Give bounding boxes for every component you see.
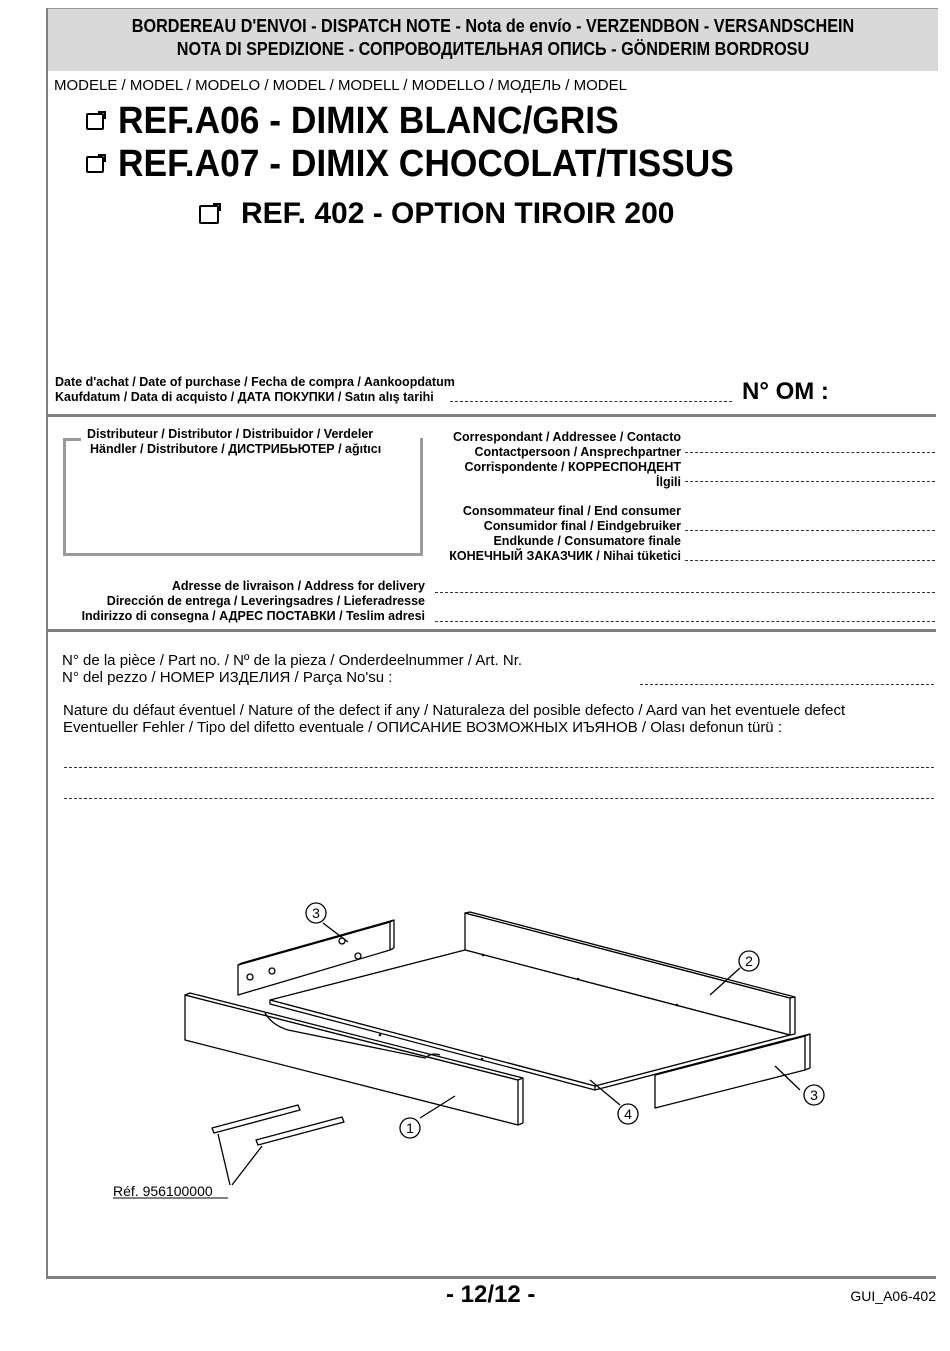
callout-3-top: 3 — [312, 905, 320, 921]
checkbox-icon[interactable] — [86, 156, 104, 173]
model-option-a07[interactable] — [86, 143, 780, 186]
consumer-field-1[interactable] — [685, 530, 935, 531]
correspondent-label-3: Corrispondente / КОРРЕСПОНДЕНТ — [464, 460, 681, 474]
rail-reference-label: Réf. 956100000 — [113, 1183, 213, 1199]
consumer-label-4: КОНЕЧНЫЙ ЗАКАЗЧИК / Nihai tüketici — [449, 549, 681, 563]
left-frame-border — [46, 70, 48, 1278]
model-option-402[interactable] — [199, 197, 674, 231]
delivery-label-2: Dirección de entrega / Leveringsadres / Lieferadresse — [106, 594, 425, 608]
drawer-rails-part — [212, 1105, 344, 1145]
model-ref-label: REF.A06 - DIMIX BLANC/GRIS — [118, 100, 619, 142]
purchase-date-field[interactable] — [450, 401, 732, 402]
defect-label-2: Eventueller Fehler / Tipo del difetto eventuale / ОПИСАНИЕ ВОЗМОЖНЫХ ИЪЯНОВ / Olası defonun türü : — [63, 719, 782, 736]
consumer-field-2[interactable] — [685, 560, 935, 561]
consumer-label-1: Consommateur final / End consumer — [462, 504, 681, 518]
correspondent-label-2: Contactpersoon / Ansprechpartner — [474, 445, 681, 459]
header-title-line-2: NOTA DI SPEDIZIONE - СОПРОВОДИТЕЛЬНАЯ ОПИСЬ - GÖNDERIM BORDROSU — [176, 39, 810, 59]
page-number: - 12/12 - — [446, 1281, 536, 1308]
correspondent-label-1: Correspondant / Addressee / Contacto — [452, 430, 681, 444]
om-number-label: N° OM : — [742, 378, 829, 405]
correspondent-field-1[interactable] — [685, 452, 935, 453]
defect-field-2[interactable] — [64, 798, 934, 799]
distributor-label-1: Distributeur / Distributor / Distribuidor / Verdeler — [87, 427, 374, 441]
checkbox-icon[interactable] — [199, 205, 219, 224]
callout-1: 1 — [406, 1120, 414, 1136]
section-divider — [46, 414, 936, 417]
delivery-field-2[interactable] — [435, 621, 935, 622]
distributor-label-2: Händler / Distributore / ДИСТРИБЬЮТЕР / ağıtıcı — [90, 442, 382, 456]
model-label: MODELE / MODEL / MODELO / MODEL / MODELL / MODELLO / МОДЕЛЬ / MODEL — [54, 77, 627, 94]
part-number-field[interactable] — [640, 684, 934, 685]
consumer-label-2: Consumidor final / Eindgebruiker — [483, 519, 681, 533]
defect-field-1[interactable] — [64, 767, 934, 768]
correspondent-field-2[interactable] — [685, 481, 935, 482]
consumer-label-3: Endkunde / Consumatore finale — [493, 534, 681, 548]
model-ref-label: REF. 402 - OPTION TIROIR 200 — [241, 197, 675, 230]
header-title-line-1: BORDEREAU D'ENVOI - DISPATCH NOTE - Nota de envío - VERZENDBON - VERSANDSCHEIN — [131, 16, 855, 36]
drawer-assembly-diagram — [100, 895, 860, 1215]
section-divider — [46, 629, 936, 632]
purchase-date-label-2: Kaufdatum / Data di acquisto / ДАТА ПОКУПКИ / Satın alış tarihi — [55, 390, 434, 404]
part-number-label-1: N° de la pièce / Part no. / Nº de la pieza / Onderdeelnummer / Art. Nr. — [62, 652, 523, 669]
bottom-divider — [46, 1276, 936, 1279]
document-code: GUI_A06-402 — [850, 1288, 936, 1304]
callout-4: 4 — [624, 1106, 632, 1122]
callout-3-right: 3 — [810, 1087, 818, 1103]
model-ref-label: REF.A07 - DIMIX CHOCOLAT/TISSUS — [118, 143, 734, 185]
callout-2: 2 — [745, 953, 753, 969]
checkbox-icon[interactable] — [86, 113, 104, 130]
part-number-label-2: N° del pezzo / НОМЕР ИЗДЕЛИЯ / Parça No'su : — [62, 669, 393, 686]
delivery-label-3: Indirizzo di consegna / АДРЕС ПОСТАВКИ / Teslim adresi — [81, 609, 425, 623]
delivery-field-1[interactable] — [435, 592, 935, 593]
defect-label-1: Nature du défaut éventuel / Nature of the defect if any / Naturaleza del posible defecto / Aard van het eventuele defect — [63, 702, 846, 719]
purchase-date-label-1: Date d'achat / Date of purchase / Fecha de compra / Aankoopdatum — [55, 375, 455, 389]
model-option-a06[interactable] — [86, 100, 656, 143]
correspondent-label-4: İlgili — [656, 475, 681, 489]
document-header — [46, 8, 938, 71]
delivery-label-1: Adresse de livraison / Address for delivery — [171, 579, 425, 593]
